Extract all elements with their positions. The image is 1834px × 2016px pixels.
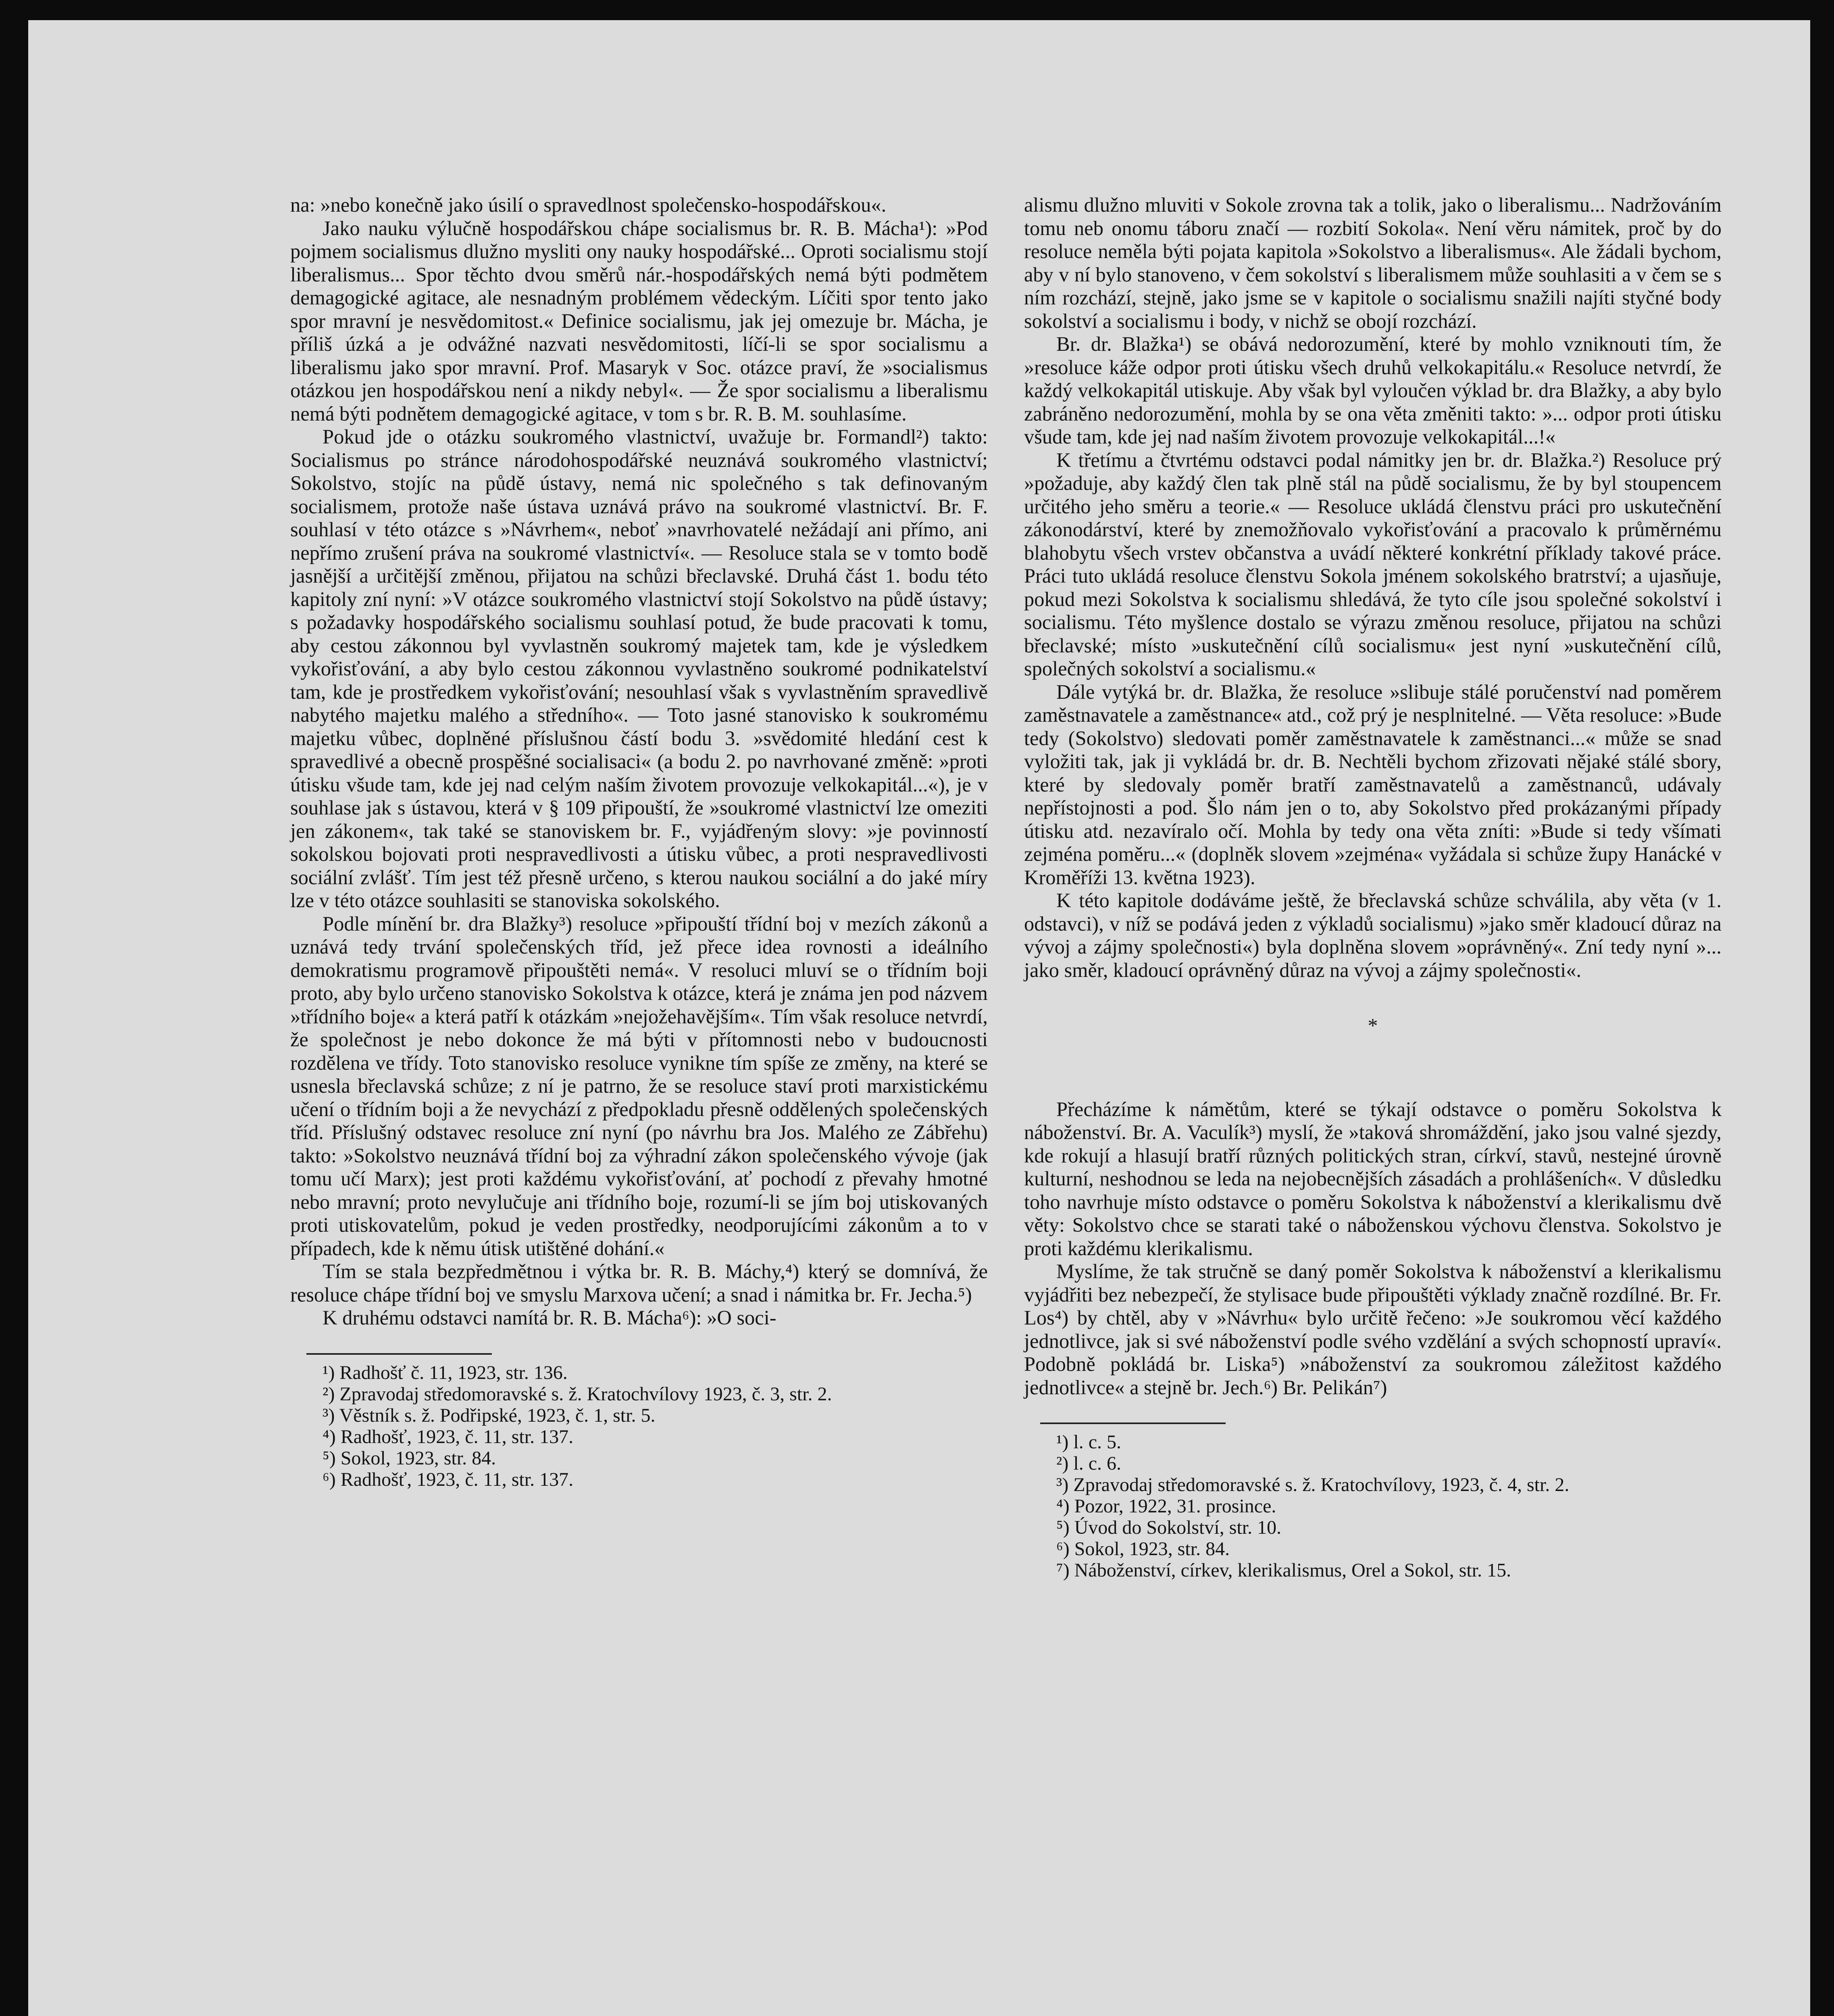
paragraph: Pokud jde o otázku soukromého vlastnictví, uvažuje br. Formandl²) takto: Socialismus po stránce národohospodářské neuznává soukromého vlastnictví; Sokolstvo, stojíc na půdě ústavy, nemá nic společného s tak definovaným socialismem, protože naše ústava uznává právo na soukromé vlastnictví. Br. F. souhlasí v této otázce s »Návrhem«, neboť »navrhovatelé nežádají ani přímo, ani nepřímo zrušení práva na soukromé vlastnictví«. — Resoluce stala se v tomto bodě jasnější a určitější změnou, přijatou na schůzi břeclavské. Druhá část 1. bodu této kapitoly zní nyní: »V otázce soukromého vlastnictví stojí Sokolstvo na půdě ústavy; s požadavky hospodářského socialismu souhlasí potud, že bude pracovati k tomu, aby cestou zákonnou byl vyvlastněn soukromý majetek tam, kde je výsledkem vykořisťování, a aby bylo cestou zákonnou vyvlastněno soukromé podnikatelství tam, kde je prostředkem vykořisťování; nesouhlasí však s vyvlastněním spravedlivě nabytého majetku malého a středního«. — Toto jasné stanovisko k soukromému majetku vůbec, doplněné příslušnou částí bodu 3. »svědomité hledání cest k spravedlivé a obecně prospěšné socialisaci« (a bodu 2. po navrhované změně: »proti útisku všude tam, kde jej nad celým naším životem provozuje velkokapitál...«), je v souhlase jak s ústavou, která v § 109 připouští, že »soukromé vlastnictví lze omeziti jen zákonem«, tak také se stanoviskem br. F., vyjádřeným slovy: »je povinností sokolskou bojovati proti nespravedlivosti a útisku vůbec, a proti nespravedlivosti sociální zvlášť. Tím jest též přesně určeno, s kterou naukou sociální a do jaké míry lze v této otázce souhlasiti se stanoviska sokolského. (290, 425, 988, 912)
footnote: ²) Zpravodaj středomoravské s. ž. Kratochvílovy 1923, č. 3, str. 2. (323, 1383, 832, 1405)
footnote: ³) Věstník s. ž. Podřipské, 1923, č. 1, str. 5. (323, 1404, 656, 1426)
footnote: ⁵) Sokol, 1923, str. 84. (323, 1447, 496, 1469)
footnote: ¹) l. c. 5. (1056, 1431, 1122, 1453)
paragraph: alismu dlužno mluviti v Sokole zrovna tak a tolik, jako o liberalismu... Nadržováním tomu neb onomu táboru značí — rozbití Sokola«. Není věru námitek, proč by do resoluce neměla býti pojata kapitola »Sokolstvo a liberalismus«. Ale žádali bychom, aby v ní bylo stanoveno, v čem sokolství s liberalismem může souhlasiti a v čem se s ním rozchází, stejně, jako jsme se v kapitole o socialismu snažili najíti styčné body sokolství a socialismu i body, v nichž se obojí rozchází. (1024, 194, 1722, 332)
footnote: ⁷) Náboženství, církev, klerikalismus, Orel a Sokol, str. 15. (1056, 1560, 1511, 1581)
footnote: ²) l. c. 6. (1056, 1453, 1122, 1474)
footnotes (290, 1362, 988, 1490)
paragraph: na: »nebo konečně jako úsilí o spravedlnost společensko-hospodářskou«. (290, 194, 887, 216)
left-column (290, 194, 988, 1490)
footnote: ⁴) Pozor, 1922, 31. prosince. (1056, 1495, 1276, 1517)
paragraph: Br. dr. Blažka¹) se obává nedorozumění, které by mohlo vzniknouti tím, že »resoluce káže odpor proti útisku všech druhů velkokapitálu.« Resoluce netvrdí, že každý velkokapitál utiskuje. Aby však byl vyloučen výklad br. dra Blažky, a aby bylo zabráněno nedorozumění, mohla by se ona věta změniti takto: »... odpor proti útisku všude tam, kde jej nad naším životem provozuje velkokapitál...!« (1024, 333, 1722, 448)
footnote: ⁶) Radhošť, 1923, č. 11, str. 137. (323, 1468, 574, 1490)
footnote: ³) Zpravodaj středomoravské s. ž. Kratochvílovy, 1923, č. 4, str. 2. (1056, 1474, 1570, 1495)
footnote: ⁶) Sokol, 1923, str. 84. (1056, 1538, 1230, 1560)
footnote: ¹) Radhošť č. 11, 1923, str. 136. (323, 1362, 568, 1383)
right-column (1024, 194, 1722, 1581)
footnote: ⁵) Úvod do Sokolství, str. 10. (1056, 1517, 1282, 1538)
paragraph: Myslíme, že tak stručně se daný poměr Sokolstva k náboženství a klerikalismu vyjádřiti bez nebezpečí, že stylisace bude připouštěti výklady značně rozdílné. Br. Fr. Los⁴) by chtěl, aby v »Návrhu« bylo určitě řečeno: »Je soukromou věcí každého jednotlivce, jak si své náboženství podle svého vzdělání a svých schopností upraví«. Podobně pokládá br. Liska⁵) »náboženství za soukromou záležitost každého jednotlivce« a stejně br. Jech.⁶) Br. Pelikán⁷) (1024, 1260, 1722, 1399)
scanned-page (28, 20, 1810, 2016)
paragraph: Dále vytýká br. dr. Blažka, že resoluce »slibuje stálé poručenství nad poměrem zaměstnavatele a zaměstnance« atd., což prý je nesplnitelné. — Věta resoluce: »Bude tedy (Sokolstvo) sledovati poměr zaměstnavatele k zaměstnanci...« může se snad vyložiti tak, jak ji vykládá br. dr. B. Nechtěli bychom zřizovati nějaké stálé sbory, které by sledovaly poměr bratří zaměstnavatelů a zaměstnanců, udávaly nepřístojnosti a pod. Šlo nám jen o to, aby Sokolstvo před prokázanými případy útisku atd. nezavíralo očí. Mohla by tedy ona věta zníti: »Bude si tedy všímati zejména poměru...« (doplněk slovem »zejména« vyžádala si schůze župy Hanácké v Kroměříži 13. května 1923). (1024, 680, 1722, 889)
footnotes (1024, 1431, 1722, 1581)
footnote: ⁴) Radhošť, 1923, č. 11, str. 137. (323, 1426, 574, 1447)
footnote-divider (1040, 1422, 1226, 1424)
section-separator: * (1368, 1014, 1378, 1037)
paragraph: Podle mínění br. dra Blažky³) resoluce »připouští třídní boj v mezích zákonů a uznává tedy trvání společenských tříd, jež přece idea rovnosti a ideálního demokratismu programově připouštěti nemá«. V resoluci mluví se o třídním boji proto, aby bylo určeno stanovisko Sokolstva k otázce, která je známa jen pod názvem »třídního boje« a která patří k otázkám »nejožehavějším«. Tím však resoluce netvrdí, že společnost je nebo dokonce že má býti v přítomnosti nebo v budoucnosti rozdělena ve třídy. Toto stanovisko resoluce vynikne tím spíše ze změny, na které se usnesla břeclavská schůze; z ní je patrno, že se resoluce staví proti marxistickému učení o třídním boji a že nevychází z předpokladu přesně oddělených společenských tříd. Příslušný odstavec resoluce zní nyní (po návrhu bra Jos. Malého ze Zábřehu) takto: »Sokolstvo neuznává třídní boj za výhradní zákon společenského vývoje (jak tomu učí Marx); jest proti každému vykořisťování, ať pochodí z převahy hmotné nebo mravní; proto nevylučuje ani třídního boje, rozumí-li se jím boj utiskovaných proti utiskovatelům, pokud je veden prostředky, neodporujícími zákonům a to v případech, kde k němu útisk utištěné dohání.« (290, 912, 988, 1260)
paragraph: Přecházíme k námětům, které se týkají odstavce o poměru Sokolstva k náboženství. Br. A. Vaculík³) myslí, že »taková shromáždění, jako jsou valné sjezdy, kde rokují a hlasují bratří různých politických stran, církví, stavů, nestejné úrovně kulturní, neshodnou se leda na nejobecnějších zásadách a prohlášeních«. V důsledku toho navrhuje místo odstavce o poměru Sokolstva k náboženství a klerikalismu dvě věty: Sokolstvo chce se starati také o náboženskou výchovu členstva. Sokolstvo je proti každému klerikalismu. (1024, 1098, 1722, 1260)
paragraph: Tím se stala bezpředmětnou i výtka br. R. B. Máchy,⁴) který se domnívá, že resoluce chápe třídní boj ve smyslu Marxova učení; a snad i námitka br. Fr. Jecha.⁵) (290, 1260, 988, 1306)
footnote-divider (306, 1353, 492, 1355)
paragraph: Jako nauku výlučně hospodářskou chápe socialismus br. R. B. Mácha¹): »Pod pojmem socialismus dlužno mysliti ony nauky hospodářské... Oproti socialismu stojí liberalismus... Spor těchto dvou směrů nár.-hospodářských nemá býti podmětem demagogické agitace, ale nesnadným problémem vědeckým. Líčiti spor tento jako spor mravní je nesvědomitost.« Definice socialismu, jak jej omezuje br. Mácha, je příliš úzká a je odvážné nazvati nesvědomitosti, líčí-li se spor socialismu a liberalismu jako spor mravní. Prof. Masaryk v Soc. otázce praví, že »socialismus otázkou jen hospodářskou není a nikdy nebyl«. — Že spor socialismu a liberalismu nemá býti podnětem demagogické agitace, v tom s br. R. B. M. souhlasíme. (290, 217, 988, 425)
paragraph: K třetímu a čtvrtému odstavci podal námitky jen br. dr. Blažka.²) Resoluce prý »požaduje, aby každý člen tak plně stál na půdě socialismu, že by byl stoupencem určitého jeho směru a teorie.« — Resoluce ukládá členstvu práci pro uskutečnění zákonodárství, které by znemožňovalo vykořisťování a pracovalo k průměrnému blahobytu všech vrstev občanstva a uvádí některé konkrétní příklady takové práce. Práci tuto ukládá resoluce členstvu Sokola jménem sokolského bratrství; a ujasňuje, pokud mezi Sokolstva k socialismu shledává, že tyto cíle jsou společné sokolství i socialismu. Této myšlence dostalo se výrazu změnou resoluce, přijatou na schůzi břeclavské; místo »uskutečnění cílů socialismu« jest nyní »uskutečnění cílů, společných sokolství a socialismu.« (1024, 448, 1722, 680)
paragraph: K druhému odstavci namítá br. R. B. Mácha⁶): »O soci- (323, 1306, 776, 1329)
paragraph: K této kapitole dodáváme ještě, že břeclavská schůze schválila, aby věta (v 1. odstavci), v níž se podává jeden z výkladů socialismu) »jako směr kladoucí důraz na vývoj a zájmy společnosti«) byla doplněna slovem »oprávněný«. Zní tedy nyní »... jako směr, kladoucí oprávněný důraz na vývoj a zájmy společnosti«. (1024, 889, 1722, 981)
